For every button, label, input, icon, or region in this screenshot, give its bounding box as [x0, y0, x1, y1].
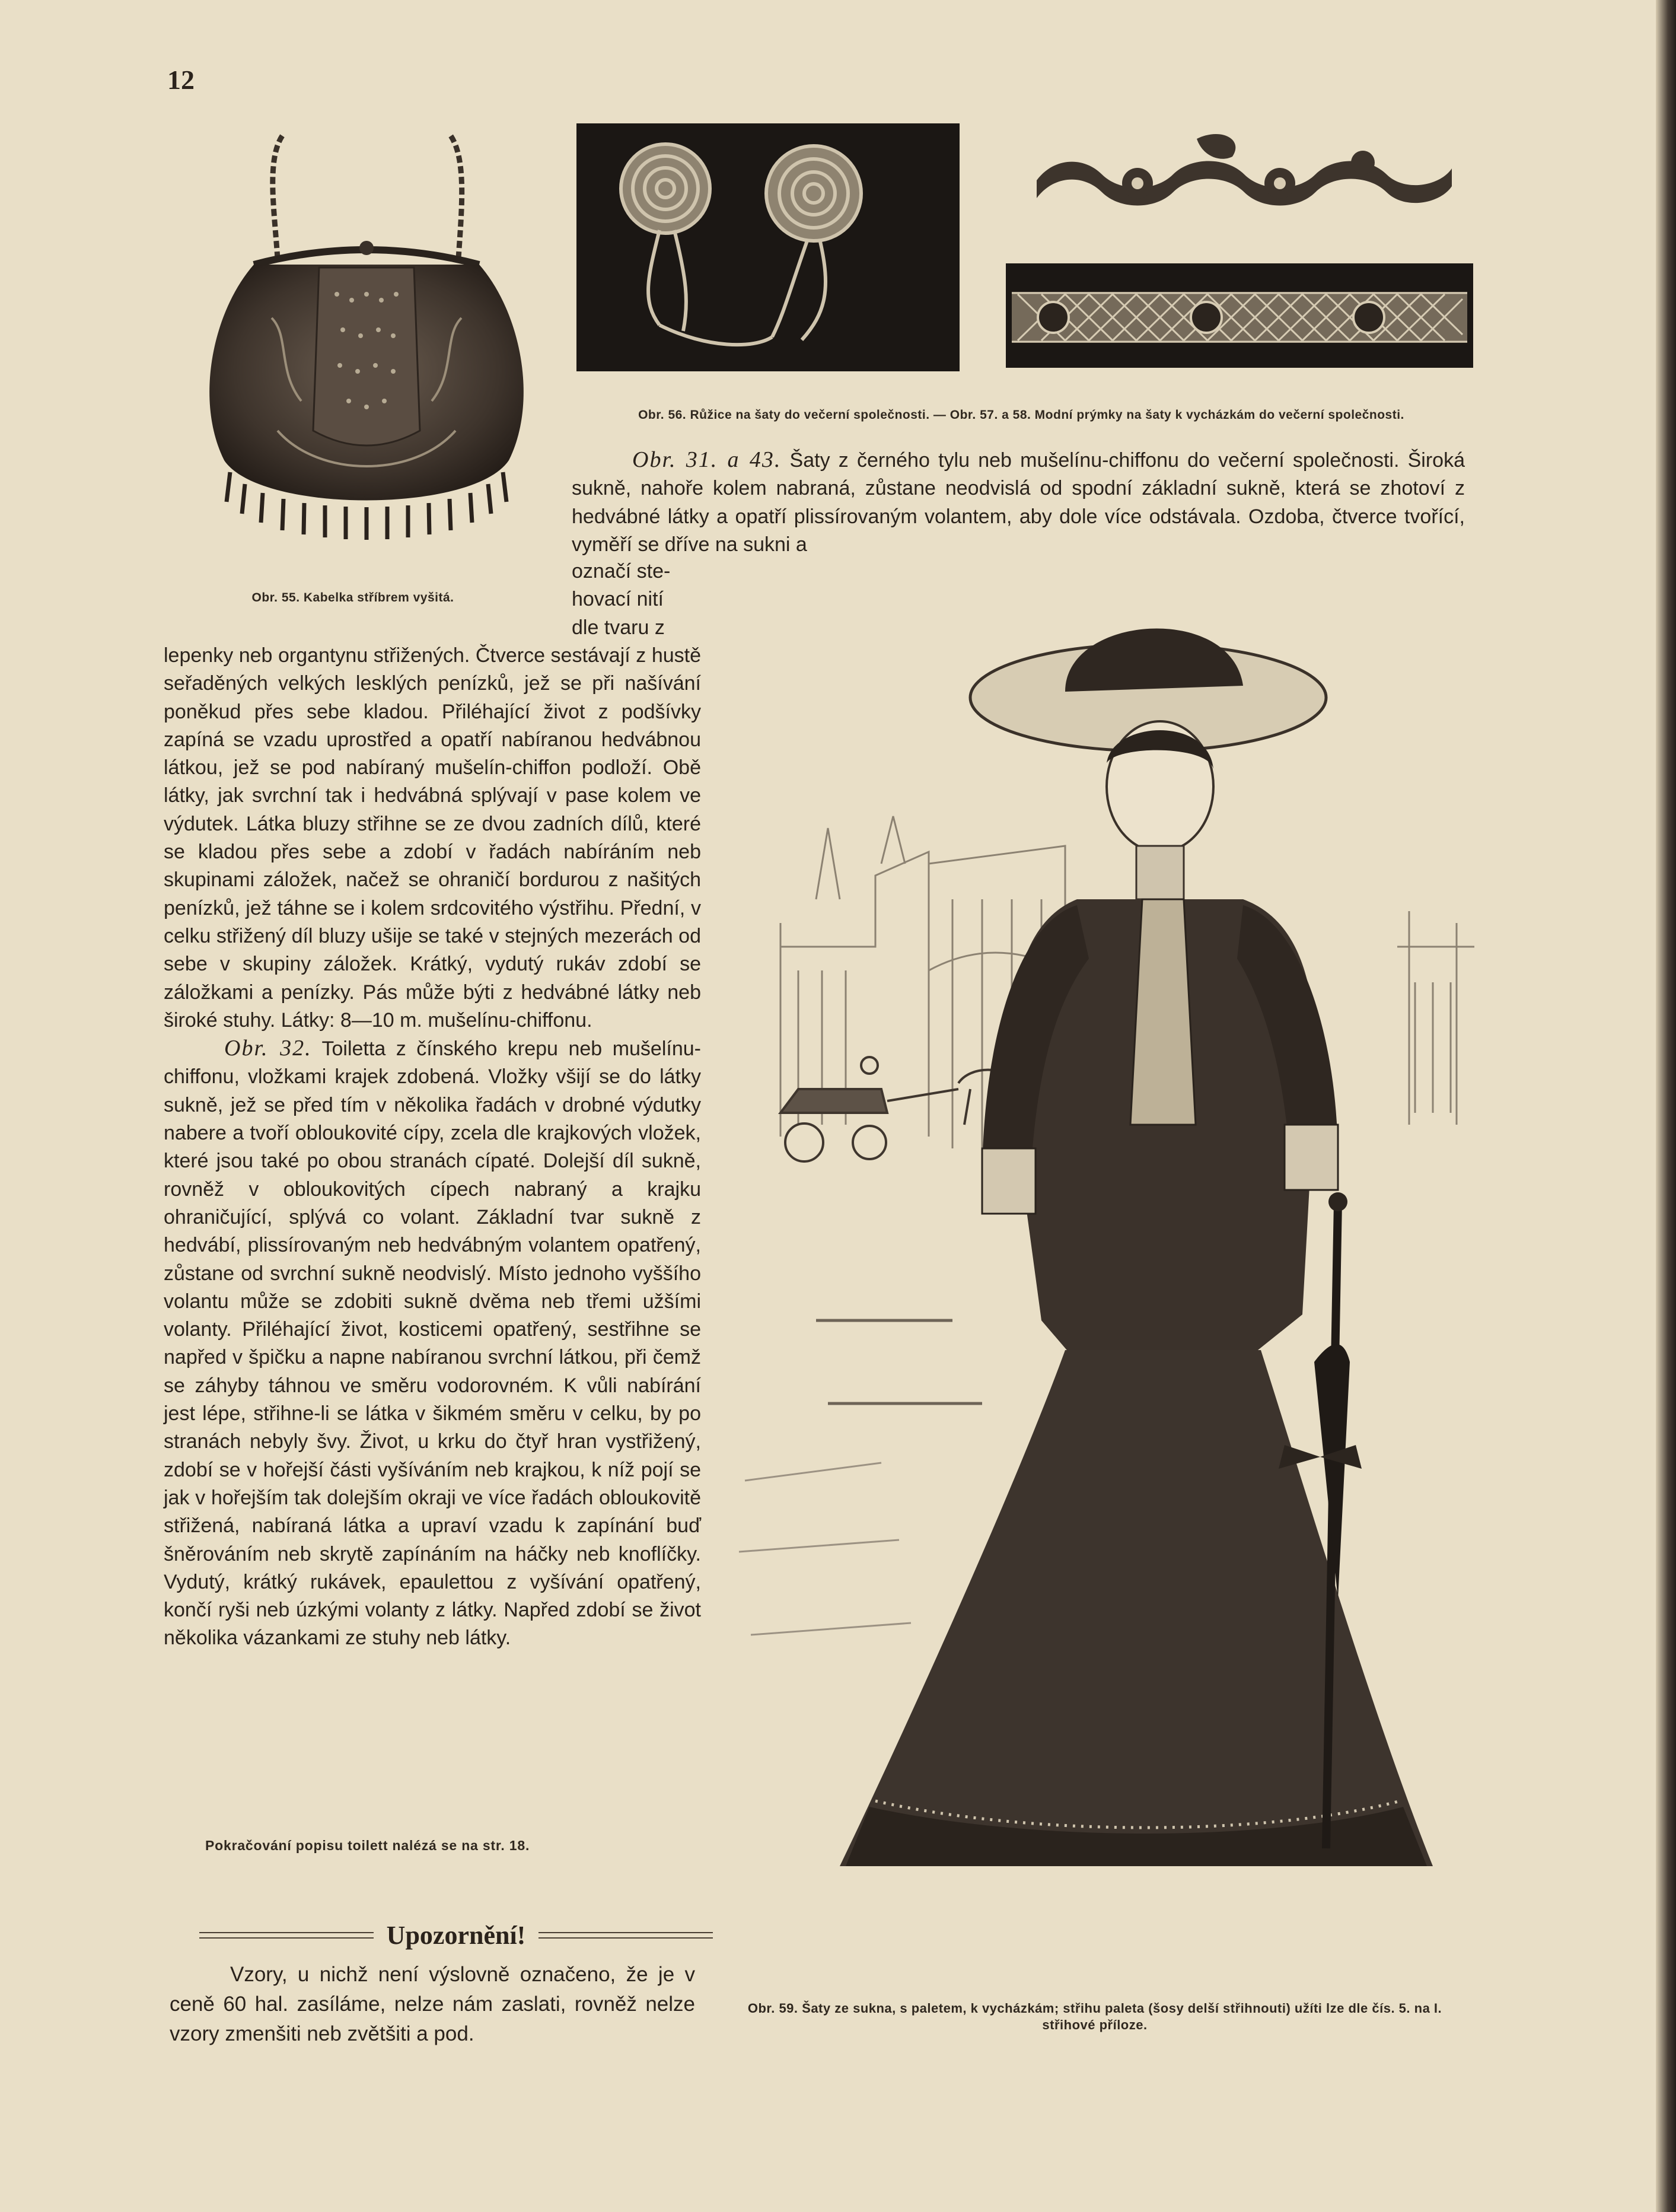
figure-56-58-caption: Obr. 56. Růžice na šaty do večerní společnosti. — Obr. 57. a 58. Modní prýmky na šaty k vycházkám do večerní společnosti.	[638, 408, 1404, 422]
continuation-note: Pokračování popisu toilett nalézá se na str. 18.	[205, 1838, 530, 1853]
trim-57-illustration	[1031, 127, 1457, 222]
page-edge-shadow	[1656, 0, 1676, 2212]
notice-title: Upozornění!	[386, 1920, 526, 1950]
obr-32-label: Obr. 32.	[224, 1036, 312, 1061]
figure-57-trim	[1031, 127, 1457, 222]
notice-heading	[199, 1917, 713, 1953]
notice-rule-right	[539, 1932, 713, 1939]
hat-crown	[1065, 628, 1243, 692]
lace-band-illustration	[1006, 263, 1473, 368]
figure-56-rosettes	[576, 123, 960, 371]
lace-front	[1130, 899, 1196, 1125]
handbag-illustration	[189, 122, 544, 555]
obr-31-43-label: Obr. 31. a 43.	[632, 447, 782, 472]
figure-59-caption: Obr. 59. Šaty ze sukna, s paletem, k vycházkám; střihu paleta (šosy delší střihnouti) užíti lze dle čís. 5. na I. střihové příloze.	[747, 2001, 1442, 2032]
notice-rule-left	[199, 1932, 374, 1939]
article-left-column	[164, 642, 701, 1653]
wrap-line-1: označí ste-	[572, 560, 671, 583]
notice-body: Vzory, u nichž není výslovně označeno, že je v ceně 60 hal. zasíláme, nelze nám zaslati, rovněž nelze vzory zmenšiti neb zvětšiti a pod.	[170, 1963, 695, 2045]
figure-58-lace-band	[1006, 263, 1473, 368]
article-wrap-lines	[572, 558, 705, 642]
page-number: 12	[167, 65, 195, 95]
figure-59-walking-dress	[733, 591, 1493, 1878]
figure-55-caption: Obr. 55. Kabelka stříbrem vyšitá.	[251, 591, 454, 604]
article-intro	[572, 446, 1465, 559]
figure-55-handbag	[189, 122, 544, 555]
notice-text	[170, 1960, 695, 2049]
article-p2-text: Toiletta z čínského krepu neb mušelínu-chiffonu, vložkami krajek zdobená. Vložky všijí se do látky sukně, jež se před tím v několika řadách v drobné výdutky nabere a tvoří obloukovité cípy, zcela dle krajkových vložek, které jsou také po obou stranách cípaté. Dolejší díl sukně, rovněž v obloukovitých cípech nabraný a krajku ohraničující, splývá co volant. Základní tvar sukně z hedvábí, plissírovaným neb hedvábným volantem opatřený, zůstane od svrchní sukně neodvislý. Místo jednoho vyššího volantu může se zdobiti sukně dvěma neb třemi užšími volanty. Přiléhající život, kosticemi opatřený, sestřihne se napřed v špičku a napne nabíranou svrchní látkou, při čemž se záhyby táhnou ve směru vodorovném. K vůli nabírání jest lépe, střihne-li se látka v šikmém směru v celku, by po stranách nebyly švy. Život, u krku do čtyř hran vystřižený, zdobí se v hořejší části vyšíváním neb krajkou, k níž pojí se jak v hořejším tak dolejším okraji ve více řadách obloukovitě střižená, nabíraná látka a upraví vzadu k zapínání buď šněrováním neb skrytě zapínáním na háčky neb knoflíčky. Vydutý, krátký rukávek, epaulettou z vyšívání opatřený, končí ryši neb úzkými volanty z látky. Napřed zdobí se život několika vázankami ze stuhy neb látky.	[164, 1037, 701, 1650]
wrap-line-3: dle tvaru z	[572, 616, 665, 639]
article-intro-text: Šaty z černého tylu neb mušelínu-chiffonu do večerní společnosti. Široká sukně, nahoře kolem nabraná, zůstane neodvislá od spodní základní sukně, která se zhotoví z hedvábné látky a opatří plissírovaným volantem, aby dole více odstávala. Ozdoba, čtverce tvořící, vyměří se dříve na sukni a	[572, 449, 1465, 556]
rosettes-illustration	[576, 123, 960, 371]
article-continuation-text: lepenky neb organtynu střižených. Čtverce sestávají z hustě seřaděných velkých lesklých penízků, jež se při našívání poněkud přes sebe kladou. Přiléhající život z podšívky zapíná se vzadu uprostřed a opatří nabíranou hedvábnou látkou, jež se pod nabíraný mušelín-chiffon podloží. Obě látky, jak svrchní tak i hedvábná splývají v pase kolem ve výdutek. Látka bluzy střihne se ze dvou zadních dílů, které se kladou přes sebe a zdobí v řadách nabíráním neb skupinami záložek, načež se ohraničí bordurou z našitých penízků, jež táhne se i kolem srdcovitého výstřihu. Přední, v celku střižený díl bluzy ušije se také v stejných mezerách od sebe v skupiny záložek. Krátký, vydutý rukáv zdobí se záložkami a penízky. Pás může býti z hedvábné látky neb široké stuhy. Látky: 8—10 m. mušelínu-chiffonu.	[164, 644, 701, 1032]
walking-dress-illustration	[733, 591, 1493, 1878]
wrap-line-2: hovací nití	[572, 588, 664, 611]
